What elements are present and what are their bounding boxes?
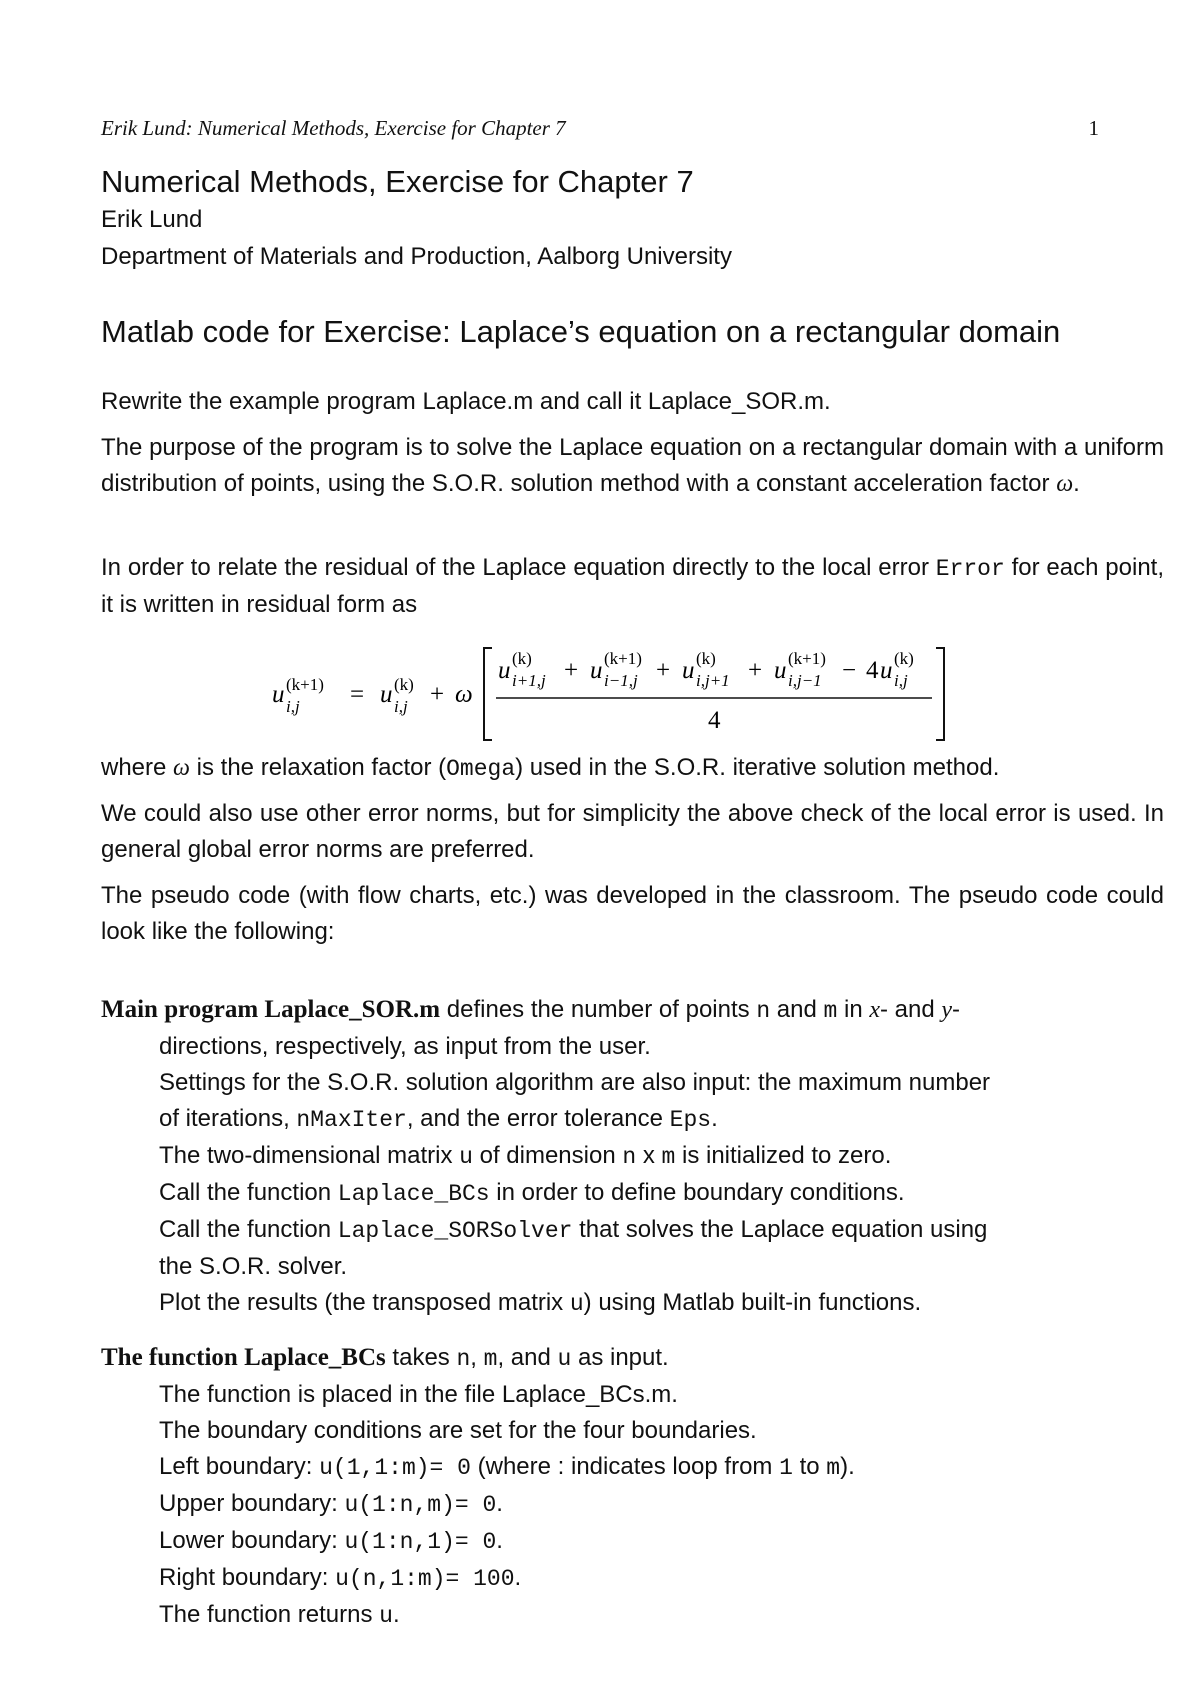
desc-text: - and xyxy=(880,996,942,1023)
paragraph-norms xyxy=(101,796,1164,868)
code-one: 1 xyxy=(779,1455,793,1481)
eq-t3-u: u xyxy=(682,657,695,684)
desc-line: Settings for the S.O.R. solution algorithm are also input: the maximum number xyxy=(159,1069,991,1096)
running-title: Erik Lund: Numerical Methods, Exercise for Chapter 7 xyxy=(101,116,566,140)
desc-line xyxy=(101,992,1164,1029)
desc-text: The function returns xyxy=(159,1601,380,1628)
desc-line xyxy=(101,1175,1164,1212)
desc-line xyxy=(101,1340,1164,1377)
desc-text: , and the error tolerance xyxy=(406,1105,670,1132)
desc-line: The boundary conditions are set for the four boundaries. xyxy=(159,1417,757,1444)
eq-plus-1: + xyxy=(564,657,579,684)
desc-line xyxy=(101,1523,1164,1560)
desc-text: as input. xyxy=(571,1344,669,1371)
paragraph-text: for each point, it is written in residual form as xyxy=(101,554,1165,618)
var-x: x xyxy=(869,997,881,1023)
paragraph-text: is the relaxation factor ( xyxy=(190,754,447,781)
eq-t1-u: u xyxy=(498,657,511,684)
desc-text: takes xyxy=(385,1344,457,1371)
paragraph-text: The pseudo code (with flow charts, etc.) was developed in the classroom. The pseudo code could look like the following: xyxy=(101,882,1164,945)
eq-lhs-sup: (k+1) xyxy=(286,675,324,694)
eq-t4-u: u xyxy=(774,657,787,684)
code-laplace-bcs: Laplace_BCs xyxy=(337,1181,490,1207)
eq-coef: 4 xyxy=(866,657,879,684)
desc-text: . xyxy=(514,1564,522,1591)
desc-text: of iterations, xyxy=(159,1105,297,1132)
main-program-term: Main program Laplace_SOR.m xyxy=(101,996,441,1023)
page-title: Numerical Methods, Exercise for Chapter 7 xyxy=(101,164,694,199)
paragraph-text: The purpose of the program is to solve the Laplace equation on a rectangular domain with a uniform distribution of points, using the S.O.R. solution method with a constant acceleration factor xyxy=(101,434,1164,497)
eq-plus: + xyxy=(430,681,445,708)
eq-t5-sup: (k) xyxy=(894,649,914,668)
affiliation: Department of Materials and Production, Aalborg University xyxy=(101,243,732,270)
desc-text: Upper boundary: xyxy=(159,1490,345,1517)
desc-text: in xyxy=(837,996,870,1023)
bcs-function-item xyxy=(101,1340,1164,1634)
desc-text: . xyxy=(711,1105,718,1132)
var-n: n xyxy=(456,1346,471,1372)
desc-text: Plot the results (the transposed matrix xyxy=(159,1289,570,1316)
desc-text: . xyxy=(496,1527,503,1554)
paragraph-where xyxy=(101,750,1164,787)
desc-text: . xyxy=(496,1490,503,1517)
code-right-bc: u(n,1:m)= 100 xyxy=(335,1566,515,1592)
eq-lhs-u: u xyxy=(272,681,285,708)
desc-text: Call the function xyxy=(159,1216,338,1243)
page-number: 1 xyxy=(1088,116,1099,140)
eq-right-bracket xyxy=(936,648,944,740)
code-eps: Eps xyxy=(669,1107,712,1133)
code-omega: Omega xyxy=(446,756,516,782)
desc-text: , and xyxy=(497,1344,558,1371)
code-upper-bc: u(1:n,m)= 0 xyxy=(344,1492,497,1518)
desc-text: is initialized to zero. xyxy=(675,1142,892,1169)
desc-line xyxy=(101,1212,1164,1249)
desc-text: Right boundary: xyxy=(159,1564,336,1591)
var-u: u xyxy=(557,1346,572,1372)
code-left-bc: u(1,1:m)= 0 xyxy=(319,1455,471,1481)
section-title: Matlab code for Exercise: Laplace’s equation on a rectangular domain xyxy=(101,314,1061,349)
eq-plus-3: + xyxy=(748,657,763,684)
code-laplace-sorsolver: Laplace_SORSolver xyxy=(337,1218,573,1244)
eq-minus: − xyxy=(842,657,857,684)
eq-t4-sup: (k+1) xyxy=(788,649,826,668)
desc-line: the S.O.R. solver. xyxy=(159,1253,348,1280)
desc-text: Lower boundary: xyxy=(159,1527,345,1554)
eq-t5-sub: i,j xyxy=(894,671,908,690)
eq-left-bracket xyxy=(484,648,492,740)
author: Erik Lund xyxy=(101,206,203,233)
desc-text: , xyxy=(470,1344,484,1371)
desc-text: that solves the Laplace equation using xyxy=(572,1216,988,1243)
desc-text: to xyxy=(792,1453,827,1480)
paragraph-rewrite xyxy=(101,384,1164,420)
desc-text: (where : indicates loop from xyxy=(470,1453,780,1480)
paragraph-purpose xyxy=(101,430,1164,502)
desc-line xyxy=(101,1597,1164,1634)
code-lower-bc: u(1:n,1)= 0 xyxy=(344,1529,497,1555)
desc-line xyxy=(101,1560,1164,1597)
var-u: u xyxy=(459,1144,473,1170)
desc-text: . xyxy=(392,1601,400,1628)
paragraph-text: . xyxy=(1073,470,1080,497)
desc-text: ) using Matlab built-in functions. xyxy=(583,1289,922,1316)
paragraph-residual xyxy=(101,550,1164,623)
desc-text: defines the number of points xyxy=(440,996,757,1023)
eq-t2-sup: (k+1) xyxy=(604,649,642,668)
eq-rhs-sup: (k) xyxy=(394,675,414,694)
var-y: y xyxy=(941,997,953,1023)
desc-text: The two-dimensional matrix xyxy=(159,1142,460,1169)
desc-line: The function is placed in the file Laplace_BCs.m. xyxy=(159,1381,678,1408)
var-u: u xyxy=(569,1291,584,1317)
var-m: m xyxy=(483,1346,498,1372)
paragraph-pseudo xyxy=(101,878,1164,950)
eq-equals: = xyxy=(350,681,365,708)
var-u: u xyxy=(379,1603,393,1629)
eq-denominator: 4 xyxy=(708,707,721,734)
desc-text: Left boundary: xyxy=(159,1453,320,1480)
desc-line: directions, respectively, as input from the user. xyxy=(159,1033,651,1060)
desc-text: x xyxy=(636,1142,662,1169)
eq-lhs-sub: i,j xyxy=(286,697,300,716)
var-n: n xyxy=(622,1144,637,1170)
eq-t3-sub: i,j+1 xyxy=(696,671,730,690)
running-header xyxy=(101,116,1099,146)
desc-line xyxy=(101,1285,1164,1322)
var-m: m xyxy=(826,1455,841,1481)
code-error: Error xyxy=(935,556,1005,582)
desc-text: of dimension xyxy=(472,1142,623,1169)
paragraph-text: We could also use other error norms, but for simplicity the above check of the local error is used. In general global error norms are preferred. xyxy=(101,800,1164,863)
eq-plus-2: + xyxy=(656,657,671,684)
sor-equation xyxy=(270,640,990,740)
eq-t2-sub: i−1,j xyxy=(604,671,638,690)
paragraph-text: where xyxy=(101,754,174,781)
desc-text: in order to define boundary conditions. xyxy=(489,1179,905,1206)
eq-t5-u: u xyxy=(880,657,893,684)
desc-text: and xyxy=(770,996,824,1023)
desc-line xyxy=(101,1449,1164,1486)
paragraph-text: ) used in the S.O.R. iterative solution method. xyxy=(515,754,1000,781)
eq-t2-u: u xyxy=(590,657,603,684)
eq-omega: ω xyxy=(455,681,473,708)
eq-t4-sub: i,j−1 xyxy=(788,671,822,690)
desc-text: ). xyxy=(840,1453,855,1480)
desc-line xyxy=(101,1101,1164,1138)
desc-text: - xyxy=(952,996,961,1023)
eq-t3-sup: (k) xyxy=(696,649,716,668)
main-program-item xyxy=(101,992,1164,1322)
omega-symbol: ω xyxy=(1056,471,1074,497)
omega-symbol: ω xyxy=(173,755,190,781)
var-m: m xyxy=(823,998,838,1024)
paragraph-text: Rewrite the example program Laplace.m and call it Laplace_SOR.m. xyxy=(101,388,831,415)
eq-rhs-u: u xyxy=(380,681,393,708)
var-m: m xyxy=(661,1144,676,1170)
eq-t1-sup: (k) xyxy=(512,649,532,668)
code-nmaxiter: nMaxIter xyxy=(296,1107,407,1133)
var-n: n xyxy=(756,998,771,1024)
eq-rhs-sub: i,j xyxy=(394,697,408,716)
desc-text: Call the function xyxy=(159,1179,338,1206)
paragraph-text: In order to relate the residual of the Laplace equation directly to the local error xyxy=(101,554,936,581)
eq-t1-sub: i+1,j xyxy=(512,671,546,690)
bcs-function-term: The function Laplace_BCs xyxy=(101,1344,386,1371)
desc-line xyxy=(101,1138,1164,1175)
desc-line xyxy=(101,1486,1164,1523)
